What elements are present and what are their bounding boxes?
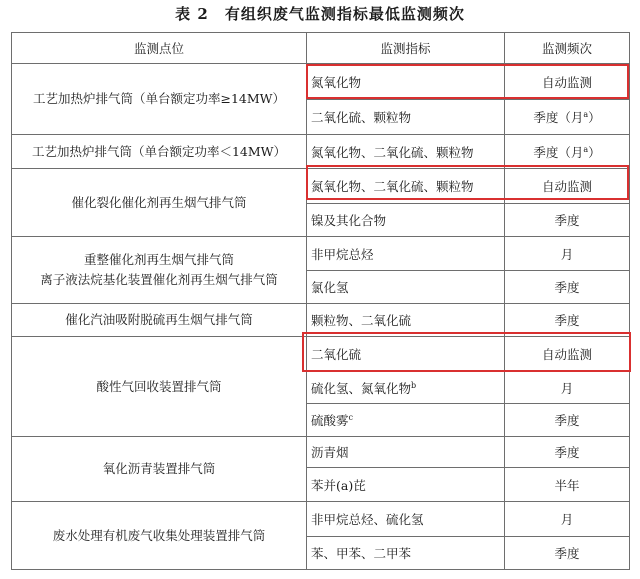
table-row [12, 502, 630, 537]
point-label: 工艺加热炉排气筒（单台额定功率≥14MW） [32, 91, 286, 106]
indicator-cell: 二氧化硫 [307, 337, 505, 372]
table-row [12, 169, 630, 204]
frequency-cell: 季度 [505, 537, 630, 570]
footnote-mark: c [348, 412, 353, 422]
frequency-cell: 自动监测 [505, 64, 630, 100]
point-cell [12, 337, 307, 437]
table-row [12, 337, 630, 372]
indicator-cell: 硫化氢、氮氧化物$^b$ [307, 372, 505, 404]
indicator-cell: 氮氧化物、二氧化硫、颗粒物 [307, 135, 505, 169]
footnote-mark: a [583, 109, 589, 119]
point-label: 催化裂化催化剂再生烟气排气筒 [71, 194, 247, 210]
frequency-cell: 自动监测 [505, 169, 630, 204]
indicator-cell: 非甲烷总烃、硫化氢 [307, 502, 505, 537]
point-cell [12, 237, 307, 304]
table-row [12, 135, 630, 169]
point-label: 重整催化剂再生烟气排气筒 [83, 252, 234, 267]
indicator-cell: 非甲烷总烃 [307, 237, 505, 271]
frequency-cell: 季度 [505, 204, 630, 237]
point-cell [12, 304, 307, 337]
footnote-mark: b [411, 380, 417, 390]
indicator-cell: 镍及其化合物 [307, 204, 505, 237]
point-cell [12, 437, 307, 502]
frequency-cell: 季度 [505, 437, 630, 468]
frequency-cell: 月 [505, 237, 630, 271]
frequency-cell: 季度 [505, 271, 630, 304]
indicator-cell: 氮氧化物、二氧化硫、颗粒物 [307, 169, 505, 204]
frequency-cell: 季度（月$^a$） [505, 100, 630, 135]
header-row [12, 33, 630, 64]
footnote-mark: a [583, 144, 589, 154]
point-label: 催化汽油吸附脱硫再生烟气排气筒 [65, 312, 253, 327]
frequency-cell: 月 [505, 502, 630, 537]
header-point: 监测点位 [12, 33, 307, 64]
header-frequency: 监测频次 [505, 33, 630, 64]
frequency-cell: 半年 [505, 468, 630, 502]
table-row [12, 64, 630, 100]
point-label: 工艺加热炉排气筒（单台额定功率＜14MW） [31, 143, 287, 159]
indicator-cell: 沥青烟 [307, 437, 505, 468]
table-row [12, 437, 630, 468]
frequency-cell: 季度 [505, 304, 630, 337]
frequency-cell: 季度（月$^a$） [505, 135, 630, 169]
point-cell [12, 135, 307, 169]
frequency-cell: 季度 [505, 404, 630, 437]
point-label: 酸性气回收装置排气筒 [96, 378, 222, 394]
indicator-cell: 硫酸雾$^c$ [307, 404, 505, 437]
indicator-cell: 颗粒物、二氧化硫 [307, 304, 505, 337]
table-caption: 表 2 有组织废气监测指标最低监测频次 [175, 5, 465, 23]
point-label: 氧化沥青装置排气筒 [102, 461, 216, 476]
point-cell [12, 64, 307, 135]
indicator-cell: 苯、甲苯、二甲苯 [307, 537, 505, 570]
indicator-cell: 氯化氢 [307, 271, 505, 304]
monitoring-table [11, 32, 630, 570]
frequency-cell: 月 [505, 372, 630, 404]
point-cell [12, 502, 307, 570]
table-row [12, 304, 630, 337]
indicator-cell: 氮氧化物 [307, 64, 505, 100]
indicator-cell: 二氧化硫、颗粒物 [307, 100, 505, 135]
frequency-cell: 自动监测 [505, 337, 630, 372]
table-body [12, 64, 630, 570]
point-cell [12, 169, 307, 237]
point-label: 离子液法烷基化装置催化剂再生烟气排气筒 [40, 272, 278, 287]
indicator-cell: 苯并(a)芘 [307, 468, 505, 502]
point-label: 废水处理有机废气收集处理装置排气筒 [52, 527, 266, 543]
header-indicator: 监测指标 [307, 33, 505, 64]
table-row [12, 237, 630, 271]
